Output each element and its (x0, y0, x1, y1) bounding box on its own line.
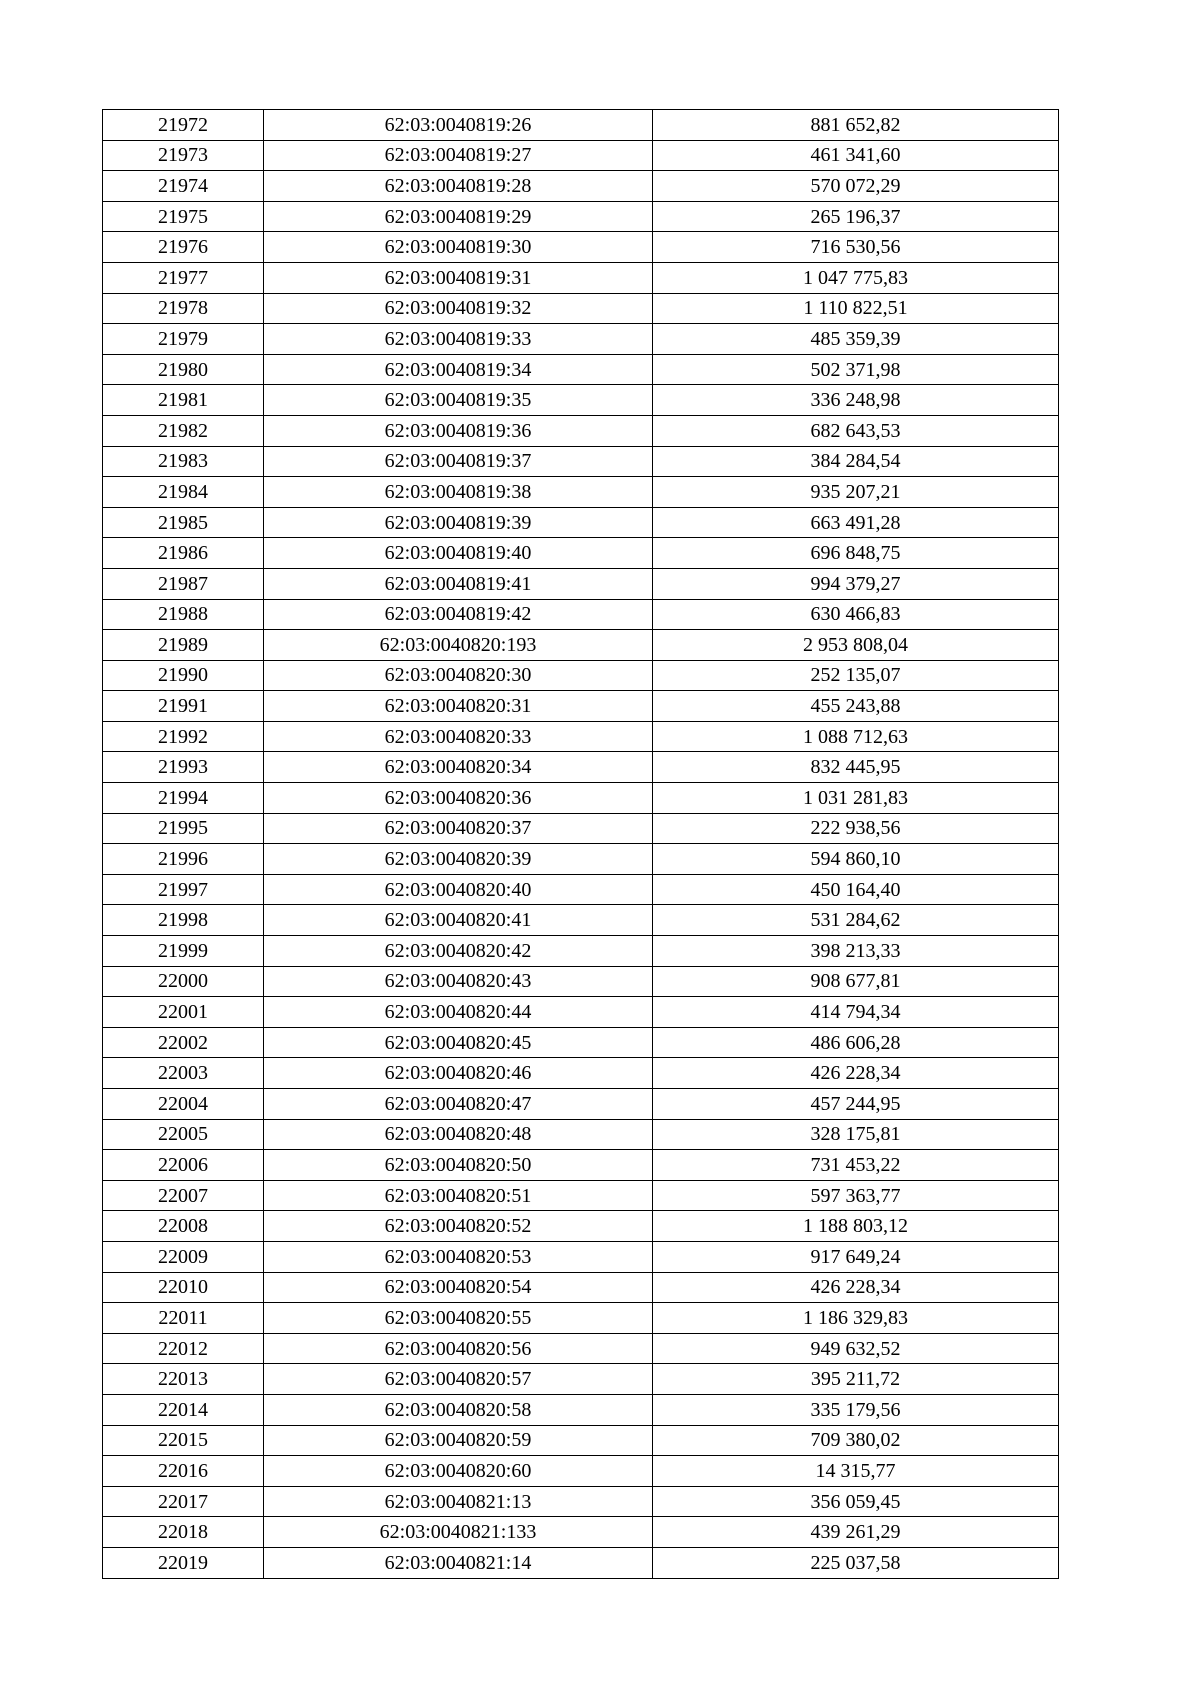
cadastral-number-cell: 62:03:0040819:35 (264, 385, 653, 416)
cadastral-number-cell: 62:03:0040819:28 (264, 171, 653, 202)
cadastral-number-cell: 62:03:0040820:44 (264, 997, 653, 1028)
table-row (103, 813, 1059, 844)
cadastral-number-cell: 62:03:0040820:40 (264, 874, 653, 905)
cadastral-value-cell: 1 186 329,83 (653, 1303, 1059, 1334)
row-number-cell: 22000 (103, 966, 264, 997)
row-number-cell: 21973 (103, 140, 264, 171)
cadastral-number-cell: 62:03:0040820:57 (264, 1364, 653, 1395)
cadastral-value-cell: 426 228,34 (653, 1272, 1059, 1303)
table-row (103, 997, 1059, 1028)
cadastral-value-cell: 716 530,56 (653, 232, 1059, 263)
table-row (103, 201, 1059, 232)
table-row (103, 1425, 1059, 1456)
cadastral-value-cell: 502 371,98 (653, 354, 1059, 385)
table-row (103, 110, 1059, 141)
table-row (103, 1394, 1059, 1425)
cadastral-number-cell: 62:03:0040820:43 (264, 966, 653, 997)
cadastral-number-cell: 62:03:0040819:36 (264, 415, 653, 446)
table-row (103, 477, 1059, 508)
cadastral-value-cell: 14 315,77 (653, 1456, 1059, 1487)
cadastral-number-cell: 62:03:0040820:42 (264, 936, 653, 967)
cadastral-number-cell: 62:03:0040820:46 (264, 1058, 653, 1089)
table-row (103, 1303, 1059, 1334)
table-row (103, 844, 1059, 875)
table-row (103, 1364, 1059, 1395)
cadastral-value-cell: 917 649,24 (653, 1241, 1059, 1272)
cadastral-number-cell: 62:03:0040819:27 (264, 140, 653, 171)
cadastral-value-cell: 570 072,29 (653, 171, 1059, 202)
cadastral-number-cell: 62:03:0040820:51 (264, 1180, 653, 1211)
row-number-cell: 21979 (103, 324, 264, 355)
row-number-cell: 21993 (103, 752, 264, 783)
table-row (103, 1272, 1059, 1303)
cadastral-value-cell: 356 059,45 (653, 1486, 1059, 1517)
cadastral-value-cell: 594 860,10 (653, 844, 1059, 875)
cadastral-number-cell: 62:03:0040821:133 (264, 1517, 653, 1548)
table-row (103, 1150, 1059, 1181)
row-number-cell: 22016 (103, 1456, 264, 1487)
row-number-cell: 22010 (103, 1272, 264, 1303)
cadastral-number-cell: 62:03:0040820:60 (264, 1456, 653, 1487)
cadastral-value-cell: 457 244,95 (653, 1089, 1059, 1120)
cadastral-number-cell: 62:03:0040819:32 (264, 293, 653, 324)
table-row (103, 660, 1059, 691)
table-row (103, 1486, 1059, 1517)
cadastral-value-cell: 949 632,52 (653, 1333, 1059, 1364)
cadastral-number-cell: 62:03:0040819:34 (264, 354, 653, 385)
cadastral-number-cell: 62:03:0040820:53 (264, 1241, 653, 1272)
cadastral-number-cell: 62:03:0040820:55 (264, 1303, 653, 1334)
table-row (103, 752, 1059, 783)
cadastral-number-cell: 62:03:0040819:30 (264, 232, 653, 263)
cadastral-number-cell: 62:03:0040820:36 (264, 783, 653, 814)
row-number-cell: 21983 (103, 446, 264, 477)
table-row (103, 691, 1059, 722)
cadastral-number-cell: 62:03:0040819:31 (264, 262, 653, 293)
row-number-cell: 21989 (103, 630, 264, 661)
table-row (103, 1058, 1059, 1089)
cadastral-value-cell: 398 213,33 (653, 936, 1059, 967)
row-number-cell: 21999 (103, 936, 264, 967)
table-row (103, 171, 1059, 202)
row-number-cell: 22001 (103, 997, 264, 1028)
table-row (103, 415, 1059, 446)
cadastral-number-cell: 62:03:0040819:26 (264, 110, 653, 141)
cadastral-number-cell: 62:03:0040819:41 (264, 568, 653, 599)
cadastral-value-cell: 414 794,34 (653, 997, 1059, 1028)
table-row (103, 1180, 1059, 1211)
row-number-cell: 22008 (103, 1211, 264, 1242)
cadastral-number-cell: 62:03:0040819:29 (264, 201, 653, 232)
cadastral-value-cell: 252 135,07 (653, 660, 1059, 691)
cadastral-value-cell: 935 207,21 (653, 477, 1059, 508)
table-row (103, 446, 1059, 477)
cadastral-value-cell: 1 047 775,83 (653, 262, 1059, 293)
table-row (103, 874, 1059, 905)
cadastral-value-cell: 265 196,37 (653, 201, 1059, 232)
cadastral-number-cell: 62:03:0040820:33 (264, 721, 653, 752)
table-row (103, 507, 1059, 538)
cadastral-number-cell: 62:03:0040820:34 (264, 752, 653, 783)
table-row (103, 232, 1059, 263)
table-row (103, 568, 1059, 599)
row-number-cell: 21974 (103, 171, 264, 202)
cadastral-number-cell: 62:03:0040820:45 (264, 1027, 653, 1058)
row-number-cell: 21981 (103, 385, 264, 416)
row-number-cell: 21991 (103, 691, 264, 722)
cadastral-value-cell: 1 088 712,63 (653, 721, 1059, 752)
row-number-cell: 21972 (103, 110, 264, 141)
cadastral-value-cell: 696 848,75 (653, 538, 1059, 569)
cadastral-number-cell: 62:03:0040820:30 (264, 660, 653, 691)
row-number-cell: 21988 (103, 599, 264, 630)
cadastral-number-cell: 62:03:0040819:37 (264, 446, 653, 477)
cadastral-value-cell: 663 491,28 (653, 507, 1059, 538)
table-row (103, 905, 1059, 936)
cadastral-number-cell: 62:03:0040819:39 (264, 507, 653, 538)
row-number-cell: 21985 (103, 507, 264, 538)
cadastral-number-cell: 62:03:0040820:41 (264, 905, 653, 936)
row-number-cell: 22011 (103, 1303, 264, 1334)
row-number-cell: 21986 (103, 538, 264, 569)
cadastral-number-cell: 62:03:0040820:31 (264, 691, 653, 722)
table-row (103, 936, 1059, 967)
cadastral-value-cell: 731 453,22 (653, 1150, 1059, 1181)
cadastral-number-cell: 62:03:0040820:58 (264, 1394, 653, 1425)
row-number-cell: 21998 (103, 905, 264, 936)
row-number-cell: 22004 (103, 1089, 264, 1120)
row-number-cell: 22009 (103, 1241, 264, 1272)
cadastral-value-cell: 709 380,02 (653, 1425, 1059, 1456)
table-row (103, 1456, 1059, 1487)
row-number-cell: 21990 (103, 660, 264, 691)
cadastral-value-cell: 439 261,29 (653, 1517, 1059, 1548)
row-number-cell: 21977 (103, 262, 264, 293)
row-number-cell: 21992 (103, 721, 264, 752)
cadastral-number-cell: 62:03:0040819:33 (264, 324, 653, 355)
table-row (103, 1517, 1059, 1548)
cadastral-number-cell: 62:03:0040819:40 (264, 538, 653, 569)
cadastral-value-cell: 455 243,88 (653, 691, 1059, 722)
row-number-cell: 22007 (103, 1180, 264, 1211)
cadastral-value-cell: 832 445,95 (653, 752, 1059, 783)
cadastral-number-cell: 62:03:0040820:52 (264, 1211, 653, 1242)
row-number-cell: 21975 (103, 201, 264, 232)
row-number-cell: 22006 (103, 1150, 264, 1181)
table-row (103, 262, 1059, 293)
cadastral-number-cell: 62:03:0040820:56 (264, 1333, 653, 1364)
row-number-cell: 21996 (103, 844, 264, 875)
table-row (103, 1089, 1059, 1120)
row-number-cell: 22002 (103, 1027, 264, 1058)
cadastral-value-cell: 426 228,34 (653, 1058, 1059, 1089)
row-number-cell: 22015 (103, 1425, 264, 1456)
cadastral-value-cell: 486 606,28 (653, 1027, 1059, 1058)
row-number-cell: 22003 (103, 1058, 264, 1089)
cadastral-number-cell: 62:03:0040820:50 (264, 1150, 653, 1181)
cadastral-value-cell: 1 110 822,51 (653, 293, 1059, 324)
table-row (103, 385, 1059, 416)
cadastral-number-cell: 62:03:0040820:37 (264, 813, 653, 844)
row-number-cell: 21978 (103, 293, 264, 324)
table-row (103, 293, 1059, 324)
cadastral-number-cell: 62:03:0040819:42 (264, 599, 653, 630)
table-row (103, 1027, 1059, 1058)
cadastral-value-cell: 222 938,56 (653, 813, 1059, 844)
cadastral-number-cell: 62:03:0040820:39 (264, 844, 653, 875)
cadastral-value-cell: 881 652,82 (653, 110, 1059, 141)
cadastral-value-cell: 328 175,81 (653, 1119, 1059, 1150)
table-row (103, 966, 1059, 997)
row-number-cell: 21984 (103, 477, 264, 508)
row-number-cell: 21987 (103, 568, 264, 599)
cadastral-value-cell: 395 211,72 (653, 1364, 1059, 1395)
cadastral-value-cell: 630 466,83 (653, 599, 1059, 630)
cadastral-number-cell: 62:03:0040820:59 (264, 1425, 653, 1456)
row-number-cell: 21997 (103, 874, 264, 905)
row-number-cell: 21976 (103, 232, 264, 263)
row-number-cell: 22014 (103, 1394, 264, 1425)
cadastral-value-cell: 461 341,60 (653, 140, 1059, 171)
cadastral-value-cell: 994 379,27 (653, 568, 1059, 599)
cadastral-value-cell: 335 179,56 (653, 1394, 1059, 1425)
cadastral-value-cell: 225 037,58 (653, 1547, 1059, 1578)
cadastral-number-cell: 62:03:0040820:54 (264, 1272, 653, 1303)
table-body (103, 110, 1059, 1579)
cadastral-number-cell: 62:03:0040821:13 (264, 1486, 653, 1517)
table-row (103, 783, 1059, 814)
row-number-cell: 21982 (103, 415, 264, 446)
cadastral-number-cell: 62:03:0040820:193 (264, 630, 653, 661)
cadastral-value-cell: 336 248,98 (653, 385, 1059, 416)
table-row (103, 599, 1059, 630)
table-row (103, 140, 1059, 171)
cadastral-number-cell: 62:03:0040821:14 (264, 1547, 653, 1578)
row-number-cell: 22019 (103, 1547, 264, 1578)
cadastral-value-cell: 384 284,54 (653, 446, 1059, 477)
table-row (103, 1241, 1059, 1272)
row-number-cell: 21995 (103, 813, 264, 844)
cadastral-value-cell: 597 363,77 (653, 1180, 1059, 1211)
cadastral-value-table (102, 109, 1059, 1579)
cadastral-value-cell: 531 284,62 (653, 905, 1059, 936)
row-number-cell: 22017 (103, 1486, 264, 1517)
table-row (103, 1119, 1059, 1150)
row-number-cell: 21994 (103, 783, 264, 814)
table-row (103, 721, 1059, 752)
cadastral-value-cell: 682 643,53 (653, 415, 1059, 446)
cadastral-number-cell: 62:03:0040820:48 (264, 1119, 653, 1150)
cadastral-number-cell: 62:03:0040820:47 (264, 1089, 653, 1120)
row-number-cell: 22005 (103, 1119, 264, 1150)
cadastral-value-cell: 450 164,40 (653, 874, 1059, 905)
table-row (103, 538, 1059, 569)
table-row (103, 630, 1059, 661)
cadastral-value-cell: 2 953 808,04 (653, 630, 1059, 661)
row-number-cell: 21980 (103, 354, 264, 385)
cadastral-value-cell: 485 359,39 (653, 324, 1059, 355)
table-row (103, 324, 1059, 355)
cadastral-number-cell: 62:03:0040819:38 (264, 477, 653, 508)
cadastral-value-cell: 908 677,81 (653, 966, 1059, 997)
table-row (103, 354, 1059, 385)
cadastral-value-cell: 1 031 281,83 (653, 783, 1059, 814)
cadastral-value-cell: 1 188 803,12 (653, 1211, 1059, 1242)
row-number-cell: 22018 (103, 1517, 264, 1548)
table-row (103, 1333, 1059, 1364)
table-row (103, 1547, 1059, 1578)
row-number-cell: 22013 (103, 1364, 264, 1395)
table-row (103, 1211, 1059, 1242)
row-number-cell: 22012 (103, 1333, 264, 1364)
